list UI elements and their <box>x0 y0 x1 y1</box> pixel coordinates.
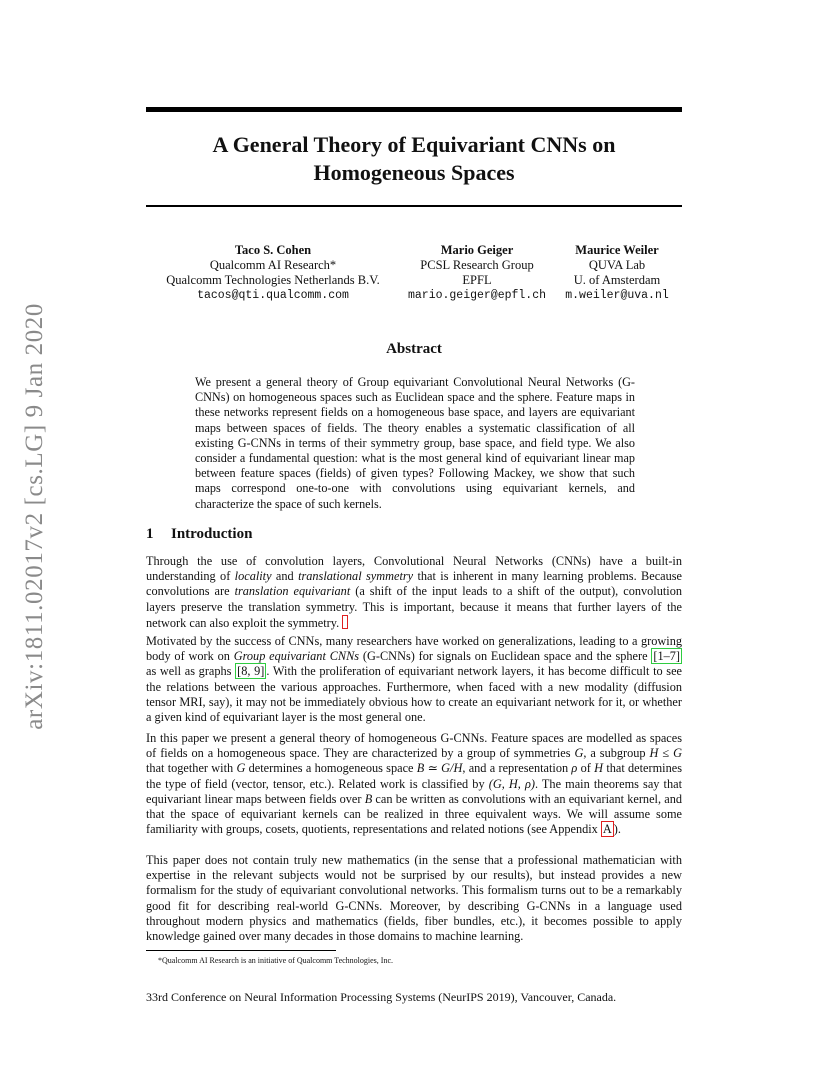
author-email[interactable]: m.weiler@uva.nl <box>565 289 669 302</box>
paragraph-4: This paper does not contain truly new mathematics (in the sense that a professional mathematician with expertise in the relevant subjects would not be surprised by our results), but instead provides a new formalism for the study of equivariant convolutional networks. This formalism turns out to be a remarkably good fit for describing real-world G-CNNs. Moreover, by describing G-CNNs in a language used throughout modern physics and mathematics (fields, fiber bundles, etc.), it becomes possible to apply knowledge gained over many decades in those domains to machine learning. <box>146 853 682 944</box>
section-number: 1 <box>146 526 154 542</box>
author-affiliation: QUVA Lab <box>588 258 646 272</box>
author-affiliation: U. of Amsterdam <box>573 273 661 287</box>
title-rule-bottom <box>146 205 682 207</box>
author-affiliation: Qualcomm AI Research* <box>209 258 337 272</box>
author-block-cohen <box>150 243 396 303</box>
arxiv-stamp: arXiv:1811.02017v2 [cs.LG] 9 Jan 2020 <box>21 302 48 730</box>
citation-link[interactable]: [1–7] <box>653 649 680 664</box>
author-name: Mario Geiger <box>440 243 514 257</box>
author-block-geiger <box>402 243 552 303</box>
author-name: Maurice Weiler <box>575 243 659 257</box>
author-email[interactable]: mario.geiger@epfl.ch <box>407 289 547 302</box>
paragraph-3: In this paper we present a general theory of homogeneous G-CNNs. Feature spaces are modelled as spaces of fields on a homogeneous space. They are characterized by a group of symmetries G, a subgroup H ≤ G that together with G determines a homogeneous space B ≃ G/H, and a representation ρ of H that determines the type of field (vector, tensor, etc.). Related work is classified by (G, H, ρ). The main theorems say that equivariant linear maps between fields over B can be written as convolutions with an equivariant kernel, and that the space of equivariant kernels can be realized in three equivalent ways. We will assume some familiarity with groups, cosets, quotients, representations and related notions (see Appendix A ). <box>146 731 682 837</box>
citation-link[interactable]: [8, 9] <box>237 664 265 679</box>
title-rule-top <box>146 107 682 112</box>
paper-title: A General Theory of Equivariant CNNs on Homogeneous Spaces <box>212 132 616 185</box>
footnote: *Qualcomm AI Research is an initiative of Qualcomm Technologies, Inc. <box>158 956 394 965</box>
section-title: Introduction <box>171 526 253 542</box>
author-name: Taco S. Cohen <box>234 243 312 257</box>
author-affiliation: EPFL <box>462 273 492 287</box>
author-affiliation: Qualcomm Technologies Netherlands B.V. <box>166 273 380 287</box>
author-email[interactable]: tacos@qti.qualcomm.com <box>197 289 349 302</box>
footnote-link-box[interactable] <box>342 615 348 629</box>
footnote-rule <box>146 950 336 951</box>
appendix-link[interactable]: A <box>602 822 612 837</box>
author-affiliation: PCSL Research Group <box>420 258 534 272</box>
author-block-weiler <box>558 243 676 303</box>
paragraph-2: Motivated by the success of CNNs, many researchers have worked on generalizations, leading to a growing body of work on Group equivariant CNNs (G-CNNs) for signals on Euclidean space and the sphere [1–7] as well as graphs [8, 9] . With the proliferation of equivariant network layers, it has become difficult to see the relations between the various approaches. Furthermore, when faced with a new modality (diffusion tensor MRI, say), it may not be immediately obvious how to create an equivariant network for it, or whether a given kind of equivariant layer is the most general one. <box>146 634 683 725</box>
paragraph-1: Through the use of convolution layers, Convolutional Neural Networks (CNNs) have a built-in understanding of locality and translational symmetry that is inherent in many learning problems. Because convolutions are translation equivariant (a shift of the input leads to a shift of the output), convolution layers preserve the translation symmetry. This is important, because it means that further layers of the network can also exploit the symmetry. <box>146 554 683 630</box>
section-heading <box>146 526 252 543</box>
conference-note: 33rd Conference on Neural Information Processing Systems (NeurIPS 2019), Vancouver, Canada. <box>146 990 617 1004</box>
abstract-heading: Abstract <box>386 341 442 357</box>
abstract-text: We present a general theory of Group equivariant Convolutional Neural Networks (G-CNNs) on homogeneous spaces such as Euclidean space and the sphere. Feature maps in these networks represent fields on a homogeneous base space, and layers are equivariant maps between spaces of fields. The theory enables a systematic classification of all existing G-CNNs in terms of their symmetry group, base space, and field type. We also consider a fundamental question: what is the most general kind of equivariant linear map between feature spaces (fields) of given types? Following Mackey, we show that such maps correspond one-to-one with convolutions using equivariant kernels, and characterize the space of such kernels. <box>195 375 635 511</box>
